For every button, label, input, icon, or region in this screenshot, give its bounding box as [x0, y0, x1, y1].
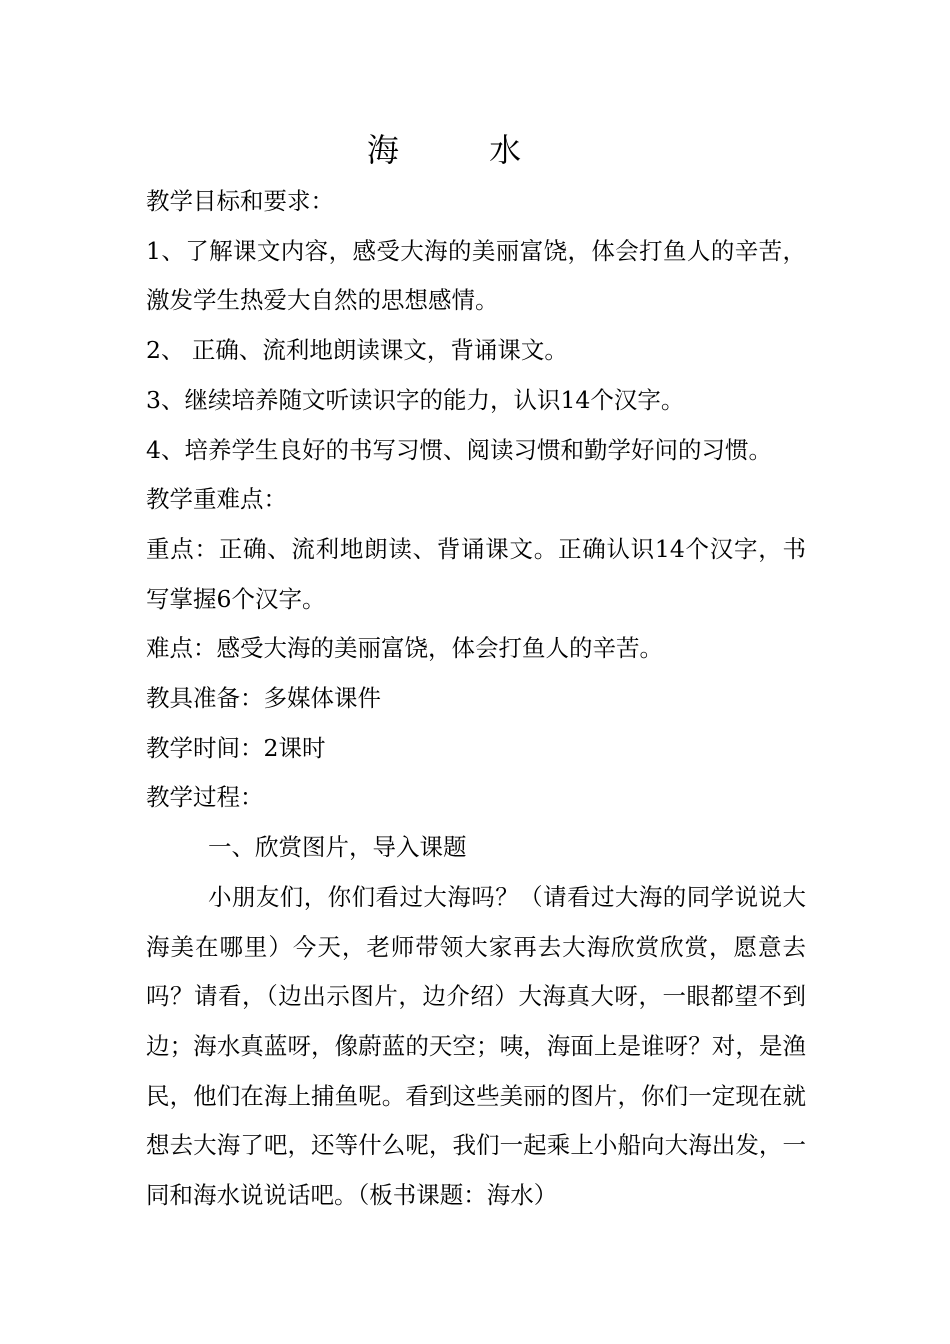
process-step-body: 小朋友们，你们看过大海吗？（请看过大海的同学说说大海美在哪里）今天，老师带领大家再去大海欣赏欣赏，愿意去吗？请看，（边出示图片，边介绍）大海真大呀，一眼都望不到边；海水真蓝呀，像蔚蓝的天空；咦，海面上是谁呀？对，是渔民，他们在海上捕鱼呢。看到这些美丽的图片，你们一定现在就想去大海了吧，还等什么呢，我们一起乘上小船向大海出发，一同和海水说说话吧。（板书课题：海水） — [146, 882, 806, 1210]
section-heading-objectives: 教学目标和要求： — [146, 187, 334, 215]
teaching-time-text: 教学时间：2课时 — [146, 733, 326, 762]
section-heading-process: 教学过程： — [146, 783, 264, 812]
key-point-text: 重点：正确、流利地朗读、背诵课文。正确认识14个汉字，书写掌握6个汉字。 — [146, 534, 806, 613]
process-step-heading: 一、欣赏图片，导入课题 — [208, 833, 467, 862]
objective-item-2: 2、 正确、流利地朗读课文，背诵课文。 — [146, 336, 568, 365]
difficulty-text: 难点：感受大海的美丽富饶，体会打鱼人的辛苦。 — [146, 634, 663, 663]
objective-item-3: 3、继续培养随文听读识字的能力，认识14个汉字。 — [146, 385, 685, 414]
section-heading-key-points: 教学重难点： — [146, 485, 287, 514]
objective-item-4: 4、培养学生良好的书写习惯、阅读习惯和勤学好问的习惯。 — [146, 435, 772, 464]
document-body — [146, 177, 806, 1221]
objective-item-1: 1、了解课文内容，感受大海的美丽富饶，体会打鱼人的辛苦，激发学生热爱大自然的思想感情。 — [146, 236, 806, 315]
document-title: 海 水 — [366, 131, 562, 169]
teaching-aids-text: 教具准备：多媒体课件 — [146, 684, 381, 713]
